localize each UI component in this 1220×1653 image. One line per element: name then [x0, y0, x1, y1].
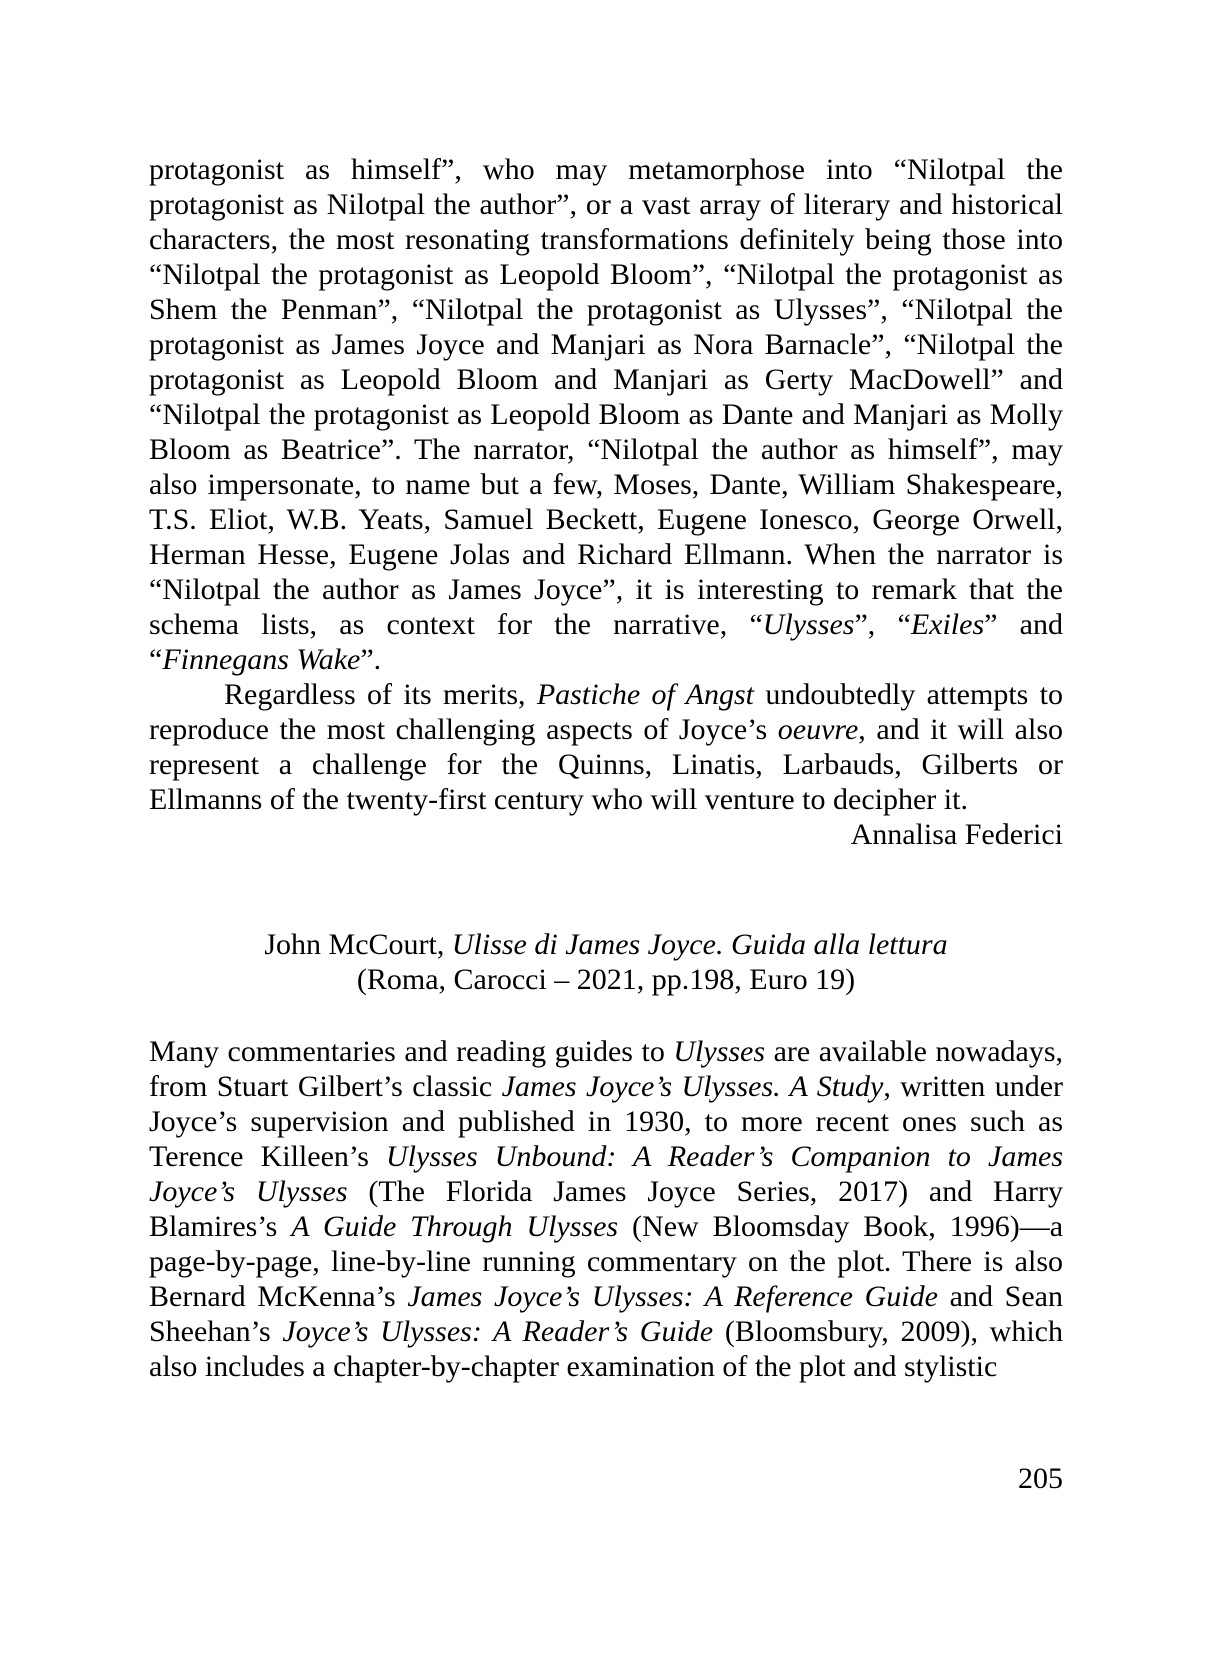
regular-text: ” and “ — [149, 608, 1063, 676]
italic-text: Ulysses — [762, 608, 855, 641]
paragraph-review-closing — [149, 677, 1063, 817]
italic-text: oeuvre — [777, 713, 859, 746]
italic-text: Ulisse di James Joyce. Guida alla lettura — [451, 928, 948, 961]
regular-text: Many commentaries and reading guides to — [149, 1035, 674, 1068]
italic-text: Joyce’s Ulysses: A Reader’s Guide — [282, 1315, 714, 1348]
regular-text: (The Florida James Joyce Series, 2017) and Harry Blamires’s — [149, 1175, 1063, 1243]
page-number: 205 — [1018, 1462, 1063, 1495]
italic-text: James Joyce’s Ulysses: A Reference Guide — [407, 1280, 938, 1313]
text-block — [149, 152, 1063, 1496]
regular-text: are available nowadays, from Stuart Gilbert’s classic — [149, 1035, 1063, 1103]
italic-text: Finnegans Wake — [162, 643, 361, 676]
review-heading-publication-line: (Roma, Carocci – 2021, pp.198, Euro 19) — [356, 963, 856, 996]
italic-text: Exiles — [910, 608, 985, 641]
regular-text: undoubtedly attempts to reproduce the most challenging aspects of Joyce’s — [149, 678, 1064, 746]
reviewer-signature: Annalisa Federici — [850, 818, 1063, 851]
regular-text: protagonist as himself”, who may metamorphose into “Nilotpal the protagonist as Nilotpal the author”, or a vast array of literary and historical characters, the most resonating transformations definitely being those into “Nilotpal the protagonist as Leopold Bloom”, “Nilotpal the protagonist as Shem the Penman”, “Nilotpal the protagonist as Ulysses”, “Nilotpal the protagonist as James Joyce and Manjari as Nora Barnacle”, “Nilotpal the protagonist as Leopold Bloom and Manjari as Gerty MacDowell” and “Nilotpal the protagonist as Leopold Bloom as Dante and Manjari as Molly Bloom as Beatrice”. The narrator, “Nilotpal the author as himself”, may also impersonate, to name but a few, Moses, Dante, William Shakespeare, T.S. Eliot, W.B. Yeats, Samuel Beckett, Eugene Ionesco, George Orwell, Herman Hesse, Eugene Jolas and Richard Ellmann. When the narrator is “Nilotpal the author as James Joyce”, it is interesting to remark that the schema lists, as context for the narrative, “ — [149, 153, 1063, 641]
regular-text: , written under Joyce’s supervision and published in 1930, to more recent ones such as Terence Killeen’s — [149, 1070, 1063, 1173]
regular-text: (New Bloomsday Book, 1996)—a page-by-page, line-by-line running commentary on the plot. There is also Bernard McKenna’s — [149, 1210, 1064, 1313]
italic-text: Pastiche of Angst — [536, 678, 754, 711]
regular-text: John McCourt, — [264, 928, 452, 961]
paragraph-review-continued — [149, 152, 1063, 677]
regular-text: (Bloomsbury, 2009), which also includes a chapter-by-chapter examination of the plot and stylistic — [149, 1315, 1063, 1383]
regular-text: ”, “ — [854, 608, 911, 641]
review-heading-title-line — [264, 928, 947, 961]
regular-text: and Sean Sheehan’s — [149, 1280, 1063, 1348]
italic-text: Ulysses Unbound: A Reader’s Companion to James Joyce’s Ulysses — [149, 1140, 1063, 1208]
italic-text: A Guide Through Ulysses — [291, 1210, 619, 1243]
italic-text: Ulysses — [673, 1035, 766, 1068]
italic-text: James Joyce’s Ulysses. A Study — [501, 1070, 884, 1103]
paragraph-review-opening — [149, 1034, 1063, 1384]
regular-text: , and it will also represent a challenge for the Quinns, Linatis, Larbauds, Gilberts or Ellmanns of the twenty-first century who will venture to decipher it. — [149, 713, 1063, 816]
regular-text: ”. — [360, 643, 382, 676]
review-heading — [149, 927, 1063, 997]
regular-text: Regardless of its merits, — [224, 678, 537, 711]
